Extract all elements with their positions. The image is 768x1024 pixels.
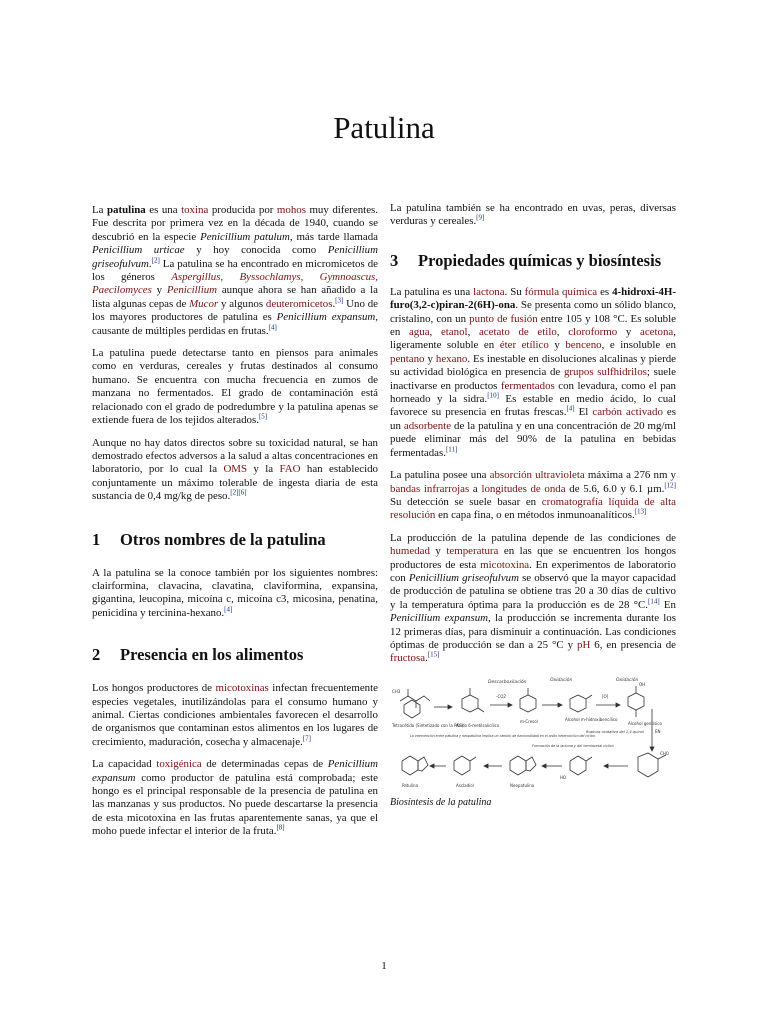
- link-toxigenica[interactable]: toxigénica: [156, 758, 202, 771]
- ref-15[interactable]: [15]: [427, 650, 440, 659]
- section-3-paragraph-3: La producción de la patulina depende de las condiciones de humedad y temperatura en las que se encuentren los hongos productores de esta micotoxina. En experimentos de laboratorio con Penicillium griseofulvum se observó que la mayor capacidad de producción de patulina se obtiene tras 20 a 30 días de cultivo y la temperatura óptima para la producción es de 28 °C.[14] En Penicillium expansum, la producción se incrementa durante los 12 primeras días, para disminuir a continuación. Las condiciones óptimas de producción se dan a 25 °C y pH 6, en presencia de fructosa.[15]: [390, 531, 677, 665]
- link-cloroformo[interactable]: cloroformo: [568, 326, 618, 339]
- svg-text:[O]: [O]: [602, 693, 609, 699]
- step-label-3: Oxidación: [616, 677, 639, 683]
- alcohol-hidroxibencilico-structure: [570, 695, 592, 712]
- link-generos[interactable]: Aspergillus, Byssochlamys, Gymnoascus, Paecilomyces: [92, 271, 378, 297]
- patulina-structure: [402, 756, 428, 775]
- link-lactona[interactable]: lactona: [473, 285, 505, 298]
- link-benceno[interactable]: benceno: [565, 339, 602, 352]
- link-mohos[interactable]: mohos: [276, 204, 306, 216]
- figure-caption: Biosíntesis de la patulina: [390, 796, 492, 808]
- page-number: 1: [381, 960, 387, 972]
- section-2-paragraph-2: La capacidad toxigénica de determinadas cepas de Penicillium expansum como productor de patulina está comprobada; este hongo es el principal responsable de la presencia de patulina en las manzanas y sus productos. No puede descartarse la presencia de esta micotoxina en las frutas aparentemente sanas, ya que el moho puede infectar el interior de la fruta.[8]: [92, 758, 378, 838]
- link-carbon-activado[interactable]: carbón activado: [592, 406, 663, 419]
- section-2-paragraph-1: Los hongos productores de micotoxinas infectan frecuentemente especies vegetales, inutilizándolas para el consumo humano y animal. Ciertas condiciones ambientales favorecen el desarrollo de organismos que contaminan estos alimentos en los lugares de crecimiento, maduración, cosecha y almacenaje.[7]: [92, 682, 378, 748]
- link-fao[interactable]: FAO: [279, 463, 301, 476]
- svg-text:Tetracétido (Sintetizado con l: Tetracétido (Sintetizado con la PKS): [392, 722, 464, 728]
- ref-4[interactable]: [4]: [268, 323, 277, 332]
- section-3-heading: 3 Propiedades químicas y biosíntesis: [390, 250, 662, 270]
- svg-text:Alcohol m-hidroxibencílico: Alcohol m-hidroxibencílico: [565, 716, 618, 722]
- link-adsorbente[interactable]: adsorbente: [403, 419, 452, 432]
- link-fermentados[interactable]: fermentados: [500, 379, 555, 392]
- svg-text:m-Cresol: m-Cresol: [520, 718, 538, 724]
- svg-text:Neopatulina: Neopatulina: [510, 782, 535, 788]
- link-oms[interactable]: OMS: [223, 463, 248, 476]
- link-mucor[interactable]: Mucor: [189, 297, 219, 310]
- link-acetona[interactable]: acetona: [640, 326, 674, 339]
- svg-text:HO: HO: [560, 774, 567, 780]
- open-chain-structure: [638, 753, 666, 777]
- ref-11[interactable]: [11]: [445, 445, 458, 454]
- intro-paragraph-3: Aunque no hay datos directos sobre su toxicidad natural, se han demostrado efectos adversos a la salud a altas concentraciones en laboratorio, por lo cual la OMS y la FAO han establecido conjuntamente un máximo tolerable de ingesta diaria de esta sustancia de 0,4 mg/kg de peso.[2][6]: [92, 436, 378, 503]
- page-title: Patulina: [333, 110, 435, 145]
- svg-text:Ácido 6-metilsalicílico: Ácido 6-metilsalicílico: [456, 722, 500, 728]
- ref-9[interactable]: [9]: [476, 213, 485, 222]
- svg-text:Ascladiol: Ascladiol: [456, 782, 474, 788]
- alcohol-gentisico-structure: [628, 686, 644, 717]
- svg-text:EN: EN: [655, 728, 661, 734]
- link-temperatura[interactable]: temperatura: [446, 545, 499, 558]
- svg-text:-CO2: -CO2: [496, 693, 506, 699]
- svg-text:OH: OH: [639, 681, 646, 687]
- ref-5[interactable]: [5]: [258, 412, 268, 421]
- link-deuteromicetos[interactable]: deuteromicetos: [265, 297, 333, 310]
- biosynthesis-diagram: [390, 675, 676, 795]
- ref-2[interactable]: [2]: [151, 256, 160, 264]
- right-column: [390, 202, 676, 808]
- svg-text:CHO: CHO: [660, 750, 669, 756]
- link-toxina[interactable]: toxina: [181, 204, 209, 216]
- ref-4b[interactable]: [4]: [224, 605, 233, 614]
- link-acetato-etilo[interactable]: acetato de etilo: [478, 326, 557, 339]
- section-1-paragraph: A la patulina se la conoce también por los siguientes nombres: clairformina, clavacina, clavatina, claviformina, expansina, gigantina, leucopina, micoína c, micoína c3, micosina, penatina, penicidina y tercinina-hexano.[4]: [92, 566, 378, 619]
- section-3-paragraph-2: La patulina posee una absorción ultravioleta máxima a 276 nm y bandas infrarrojas a longitudes de onda de 5.6, 6.0 y 6.1 µm.[12] Su detección se suele basar en cromatografía líquida de alta resolución en capa fina, o en métodos inmunoanalíticos.[13]: [390, 469, 677, 522]
- ref-8[interactable]: [8]: [276, 823, 285, 832]
- ref-7[interactable]: [7]: [302, 734, 311, 743]
- intro-paragraph-1: La patulina es una toxina producida por mohos muy diferentes. Fue descrita por primera vez en la década de 1940, cuando se descubrió en la especie Penicillium patulum, más tarde llamada Penicillium urticae y hoy conocida como Penicillium griseofulvum.[2] La patulina se ha encontrado en micromicetos de los géneros Aspergillus, Byssochlamys, Gymnoascus, Paecilomyces y Penicillium aunque ahora se han añadido a la lista algunas cepas de Mucor y algunos deuteromicetos.[3] Uno de los mayores productores de patulina es Penicillium expansum, causante de múltiples perdidas en frutas.[4]: [92, 204, 379, 337]
- link-grupos-sulfhidrilos[interactable]: grupos sulfhidrilos: [563, 366, 647, 379]
- step-label-2: Oxidación: [550, 677, 573, 683]
- intro-paragraph-2: La patulina puede detectarse tanto en piensos para animales como en verduras, cereales y frutas destinados al consumo humano. Se encuentra con mucha frecuencia en zumos de manzana no fermentados. El grado de contaminación está relacionado con el grado de podredumbre y la patulina apenas se extiende fuera de los tejidos alterados.[5]: [92, 347, 378, 427]
- link-hexano[interactable]: hexano: [435, 352, 468, 365]
- link-longitudes-onda[interactable]: longitudes de onda: [481, 482, 566, 495]
- section-2-paragraph-3: La patulina también se ha encontrado en uvas, peras, diversas verduras y cereales.[9]: [390, 202, 676, 228]
- link-micotoxina[interactable]: micotoxina: [480, 558, 530, 571]
- acido-6-metilsalicilico-structure: [462, 688, 484, 712]
- svg-text:Alcohol gentísico: Alcohol gentísico: [628, 720, 662, 726]
- link-hplc[interactable]: cromatografía líquida de alta resolución: [390, 495, 676, 522]
- link-ph[interactable]: pH: [577, 638, 591, 651]
- link-etanol[interactable]: etanol: [440, 326, 468, 339]
- link-penicillium[interactable]: Penicillium: [166, 284, 218, 297]
- link-fructosa[interactable]: fructosa: [390, 652, 426, 665]
- neopatulina-structure: [510, 756, 536, 775]
- step-label-1: Descarboxilación: [488, 679, 527, 685]
- ascladiol-structure: [454, 756, 476, 775]
- left-column: [92, 204, 378, 848]
- link-humedad[interactable]: humedad: [390, 545, 430, 558]
- section-2-heading: 2 Presencia en los alimentos: [92, 645, 304, 665]
- section-3-paragraph-1: La patulina es una lactona. Su fórmula química es 4-hidroxi-4H-furo(3,2-c)piran-2(6H)-ona. Se presenta como un sólido blanco, cristalino, con un punto de fusión entre 105 y 108 °C. Es soluble en agua, etanol, acetato de etilo, cloroformo y acetona, ligeramente soluble en éter etílico y benceno, e insoluble en pentano y hexano. Es inestable en disoluciones alcalinas y pierde su actividad biológica en presencia de grupos sulfhidrilos; suele inactivarse en productos fermentados con levadura, como el pan horneado y la sidra.[10] Es estable en medio ácido, lo cual favorece su presencia en frutas frescas.[4] El carbón activado es un adsorbente de la patulina y en una concentración de 20 mg/ml puede eliminar más del 90% de la patulina en bebidas fermentadas.[11]: [390, 285, 677, 459]
- link-pentano[interactable]: pentano: [390, 352, 425, 365]
- link-bandas-infrarrojas[interactable]: bandas infrarrojas: [390, 482, 470, 495]
- link-punto-fusion[interactable]: punto de fusión: [469, 312, 538, 325]
- ref-10[interactable]: [10]: [487, 391, 499, 400]
- section-1-heading: 1 Otros nombres de la patulina: [92, 529, 326, 549]
- ref-2-6[interactable]: [2][6]: [230, 488, 247, 497]
- svg-text:CH3: CH3: [392, 688, 401, 694]
- svg-text:La intervención entre patulina: La intervención entre patulina y neopatulina implica un cambio de funcionalidad en el anillo heterocíclico del cíclico: [410, 733, 596, 738]
- ref-4c[interactable]: [4]: [566, 404, 575, 413]
- ref-14[interactable]: [14]: [647, 597, 660, 606]
- ref-13[interactable]: [13]: [634, 507, 647, 516]
- link-agua[interactable]: agua: [408, 326, 430, 339]
- m-cresol-structure: [520, 688, 536, 712]
- svg-text:Ruptura oxidativa del 1,4-quin: Ruptura oxidativa del 1,4-quinol: [586, 729, 644, 734]
- biosynthesis-figure[interactable]: [390, 675, 676, 795]
- link-eter-etilico[interactable]: éter etílico: [499, 339, 549, 352]
- link-formula-quimica[interactable]: fórmula química: [524, 285, 598, 298]
- svg-text:Formación de la lactona y del: Formación de la lactona y del hemiacetal cíclico: [532, 743, 614, 748]
- ref-12[interactable]: [12]: [664, 480, 676, 489]
- link-absorcion-uv[interactable]: absorción ultravioleta: [489, 469, 585, 482]
- ref-3[interactable]: [3]: [335, 296, 344, 305]
- link-micotoxinas[interactable]: micotoxinas: [215, 682, 269, 695]
- svg-text:Patulina: Patulina: [402, 782, 418, 788]
- tetracetido-structure: [400, 689, 430, 718]
- intermediate-structure: [570, 756, 592, 775]
